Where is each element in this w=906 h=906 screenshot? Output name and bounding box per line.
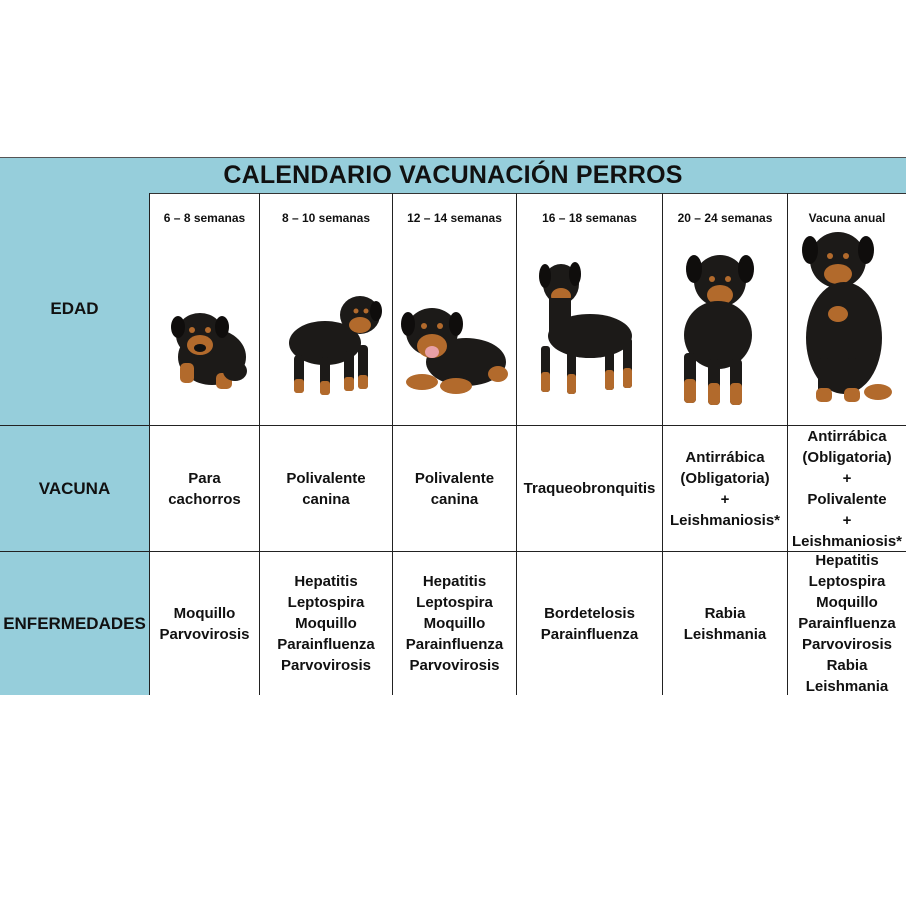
diseases-cell-1: Moquillo Parvovirosis xyxy=(159,604,250,643)
vaccine-cell-4: Traqueobronquitis xyxy=(523,480,656,497)
diseases-cell-2: Hepatitis Leptospira Moquillo Parainfluenza Parvovirosis xyxy=(277,573,375,674)
vaccine-cell-3: Polivalente canina xyxy=(414,469,495,508)
puppy-image-5 xyxy=(670,243,770,410)
grid-vline xyxy=(259,193,260,695)
age-header-6: Vacuna anual xyxy=(808,211,886,225)
grid-vline xyxy=(149,193,150,695)
title-bar xyxy=(0,157,906,194)
puppy-image-6 xyxy=(798,228,898,412)
diseases-cell-5: Rabia Leishmania xyxy=(683,604,767,643)
row-label-edad: EDAD xyxy=(0,193,149,425)
vaccine-cell-1: Para cachorros xyxy=(168,469,241,508)
grid-vline xyxy=(662,193,663,695)
page-title: CALENDARIO VACUNACIÓN PERROS xyxy=(223,161,683,189)
row-label-vacuna: VACUNA xyxy=(0,426,149,551)
age-header-4: 16 – 18 semanas xyxy=(542,211,637,225)
vaccine-cell-2: Polivalente canina xyxy=(286,469,366,508)
puppy-image-4 xyxy=(525,258,645,403)
puppy-image-3 xyxy=(398,290,513,405)
diseases-cell-4: Bordetelosis Parainfluenza xyxy=(540,604,639,643)
grid-hline xyxy=(0,425,906,426)
puppy-image-2 xyxy=(280,285,390,405)
diseases-cell-6: Hepatitis Leptospira Moquillo Parainfluenza Parvovirosis Rabia Leishmania xyxy=(798,552,896,695)
vaccine-cell-6: Antirrábica (Obligatoria) + Polivalente + Leishmaniosis* xyxy=(791,427,903,550)
grid-hline xyxy=(0,551,906,552)
age-header-1: 6 – 8 semanas xyxy=(163,211,246,225)
grid-vline xyxy=(516,193,517,695)
grid-vline xyxy=(787,193,788,695)
age-header-3: 12 – 14 semanas xyxy=(407,211,502,225)
age-header-5: 20 – 24 semanas xyxy=(677,211,773,225)
age-header-2: 8 – 10 semanas xyxy=(281,211,371,225)
vaccine-cell-5: Antirrábica (Obligatoria) + Leishmaniosis* xyxy=(669,448,781,529)
grid-vline xyxy=(392,193,393,695)
diseases-cell-3: Hepatitis Leptospira Moquillo Parainfluenza Parvovirosis xyxy=(405,573,504,674)
row-label-enfermedades: ENFERMEDADES xyxy=(0,552,149,695)
puppy-image-1 xyxy=(160,285,255,400)
